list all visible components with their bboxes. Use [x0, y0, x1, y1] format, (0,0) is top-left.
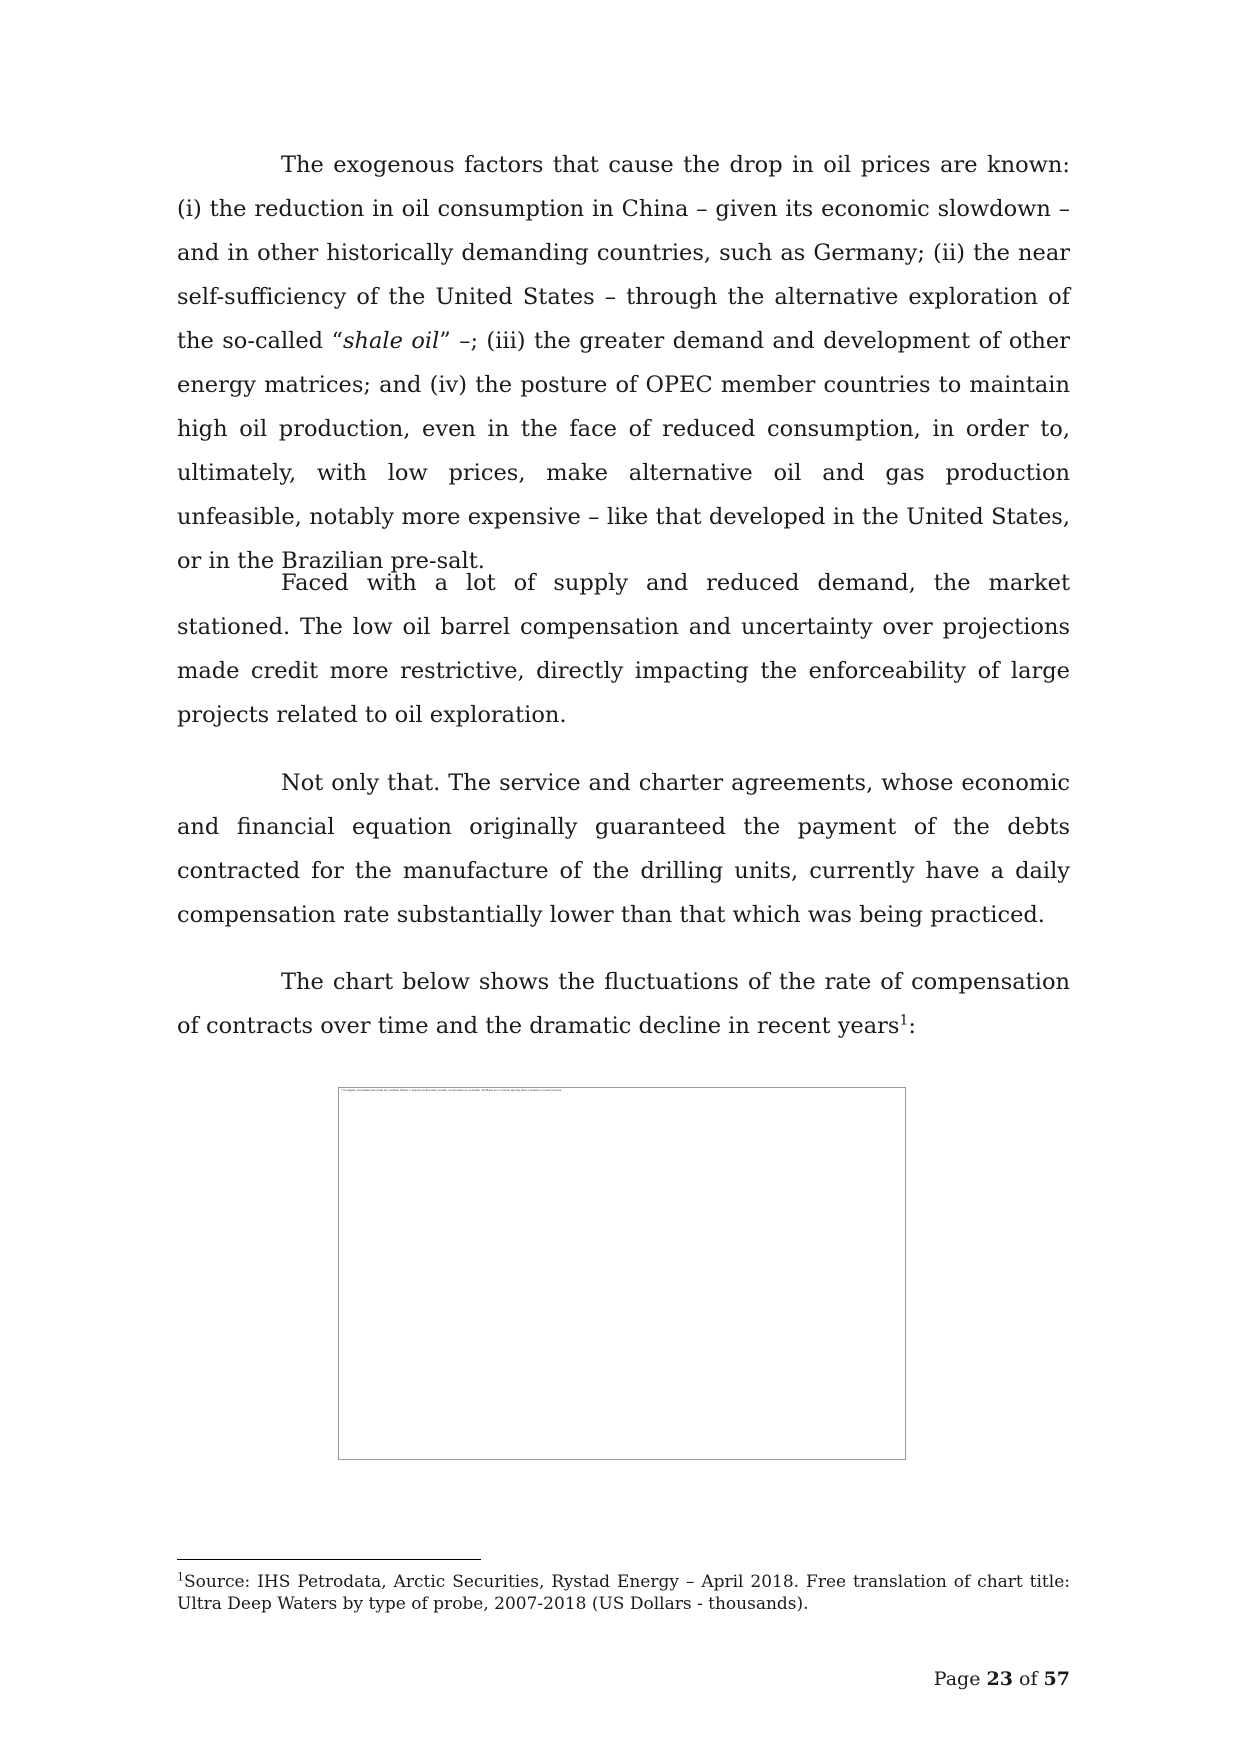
paragraph-text: The chart below shows the fluctuations of the rate of compensation of contracts over time and the dramatic decline in recent years	[177, 969, 1070, 1039]
page-label: Page	[933, 1668, 981, 1690]
footnote-mark: 1	[177, 1570, 184, 1584]
paragraph-service-charter	[177, 761, 1070, 937]
current-page: 23	[986, 1668, 1013, 1690]
broken-image-placeholder	[338, 1087, 906, 1460]
footnote	[177, 1571, 1070, 1615]
paragraph-text: Faced with a lot of supply and reduced demand, the market stationed. The low oil barrel compensation and uncertainty over projections made credit more restrictive, directly impacting the enforceability of large projects related to oil exploration.	[177, 570, 1070, 728]
total-pages: 57	[1043, 1668, 1070, 1690]
broken-image-message: * A imagem vinculada não pode ser exibida. Talvez o arquivo tenha sido movido, renomeado ou excluído. Verifique se o vínculo aponta para o arquivo e local corretos.	[341, 1088, 563, 1092]
paragraph-text: The exogenous factors that cause the drop in oil prices are known: (i) the reduction in oil consumption in China – given its economic slowdown – and in other historically demanding countries, such as Germany; (ii) the near self-sufficiency of the United States – through the alternative exploration of the so-called “	[177, 152, 1070, 354]
paragraph-supply-demand	[177, 561, 1070, 737]
page-of: of	[1019, 1668, 1038, 1690]
paragraph-text: Not only that. The service and charter agreements, whose economic and financial equation originally guaranteed the payment of the debts contracted for the manufacture of the drilling units, currently have a daily compensation rate substantially lower than that which was being practiced.	[177, 770, 1070, 928]
paragraph-text: :	[908, 1013, 916, 1039]
italic-term: shale oil	[342, 328, 440, 354]
footnote-separator	[177, 1559, 481, 1560]
paragraph-chart-intro	[177, 960, 1070, 1048]
paragraph-exogenous-factors	[177, 143, 1070, 583]
paragraph-text: ” –; (iii) the greater demand and development of other energy matrices; and (iv) the posture of OPEC member countries to maintain high oil production, even in the face of reduced consumption, in order to, ultimately, with low prices, make alternative oil and gas production unfeasible, notably more expensive – like that developed in the United States, or in the Brazilian pre-salt.	[177, 328, 1070, 574]
footnote-reference[interactable]: 1	[899, 1012, 909, 1029]
footnote-text: Source: IHS Petrodata, Arctic Securities, Rystad Energy – April 2018. Free translation of chart title: Ultra Deep Waters by type of probe, 2007-2018 (US Dollars - thousands).	[177, 1572, 1070, 1614]
page-number	[934, 1667, 1070, 1691]
